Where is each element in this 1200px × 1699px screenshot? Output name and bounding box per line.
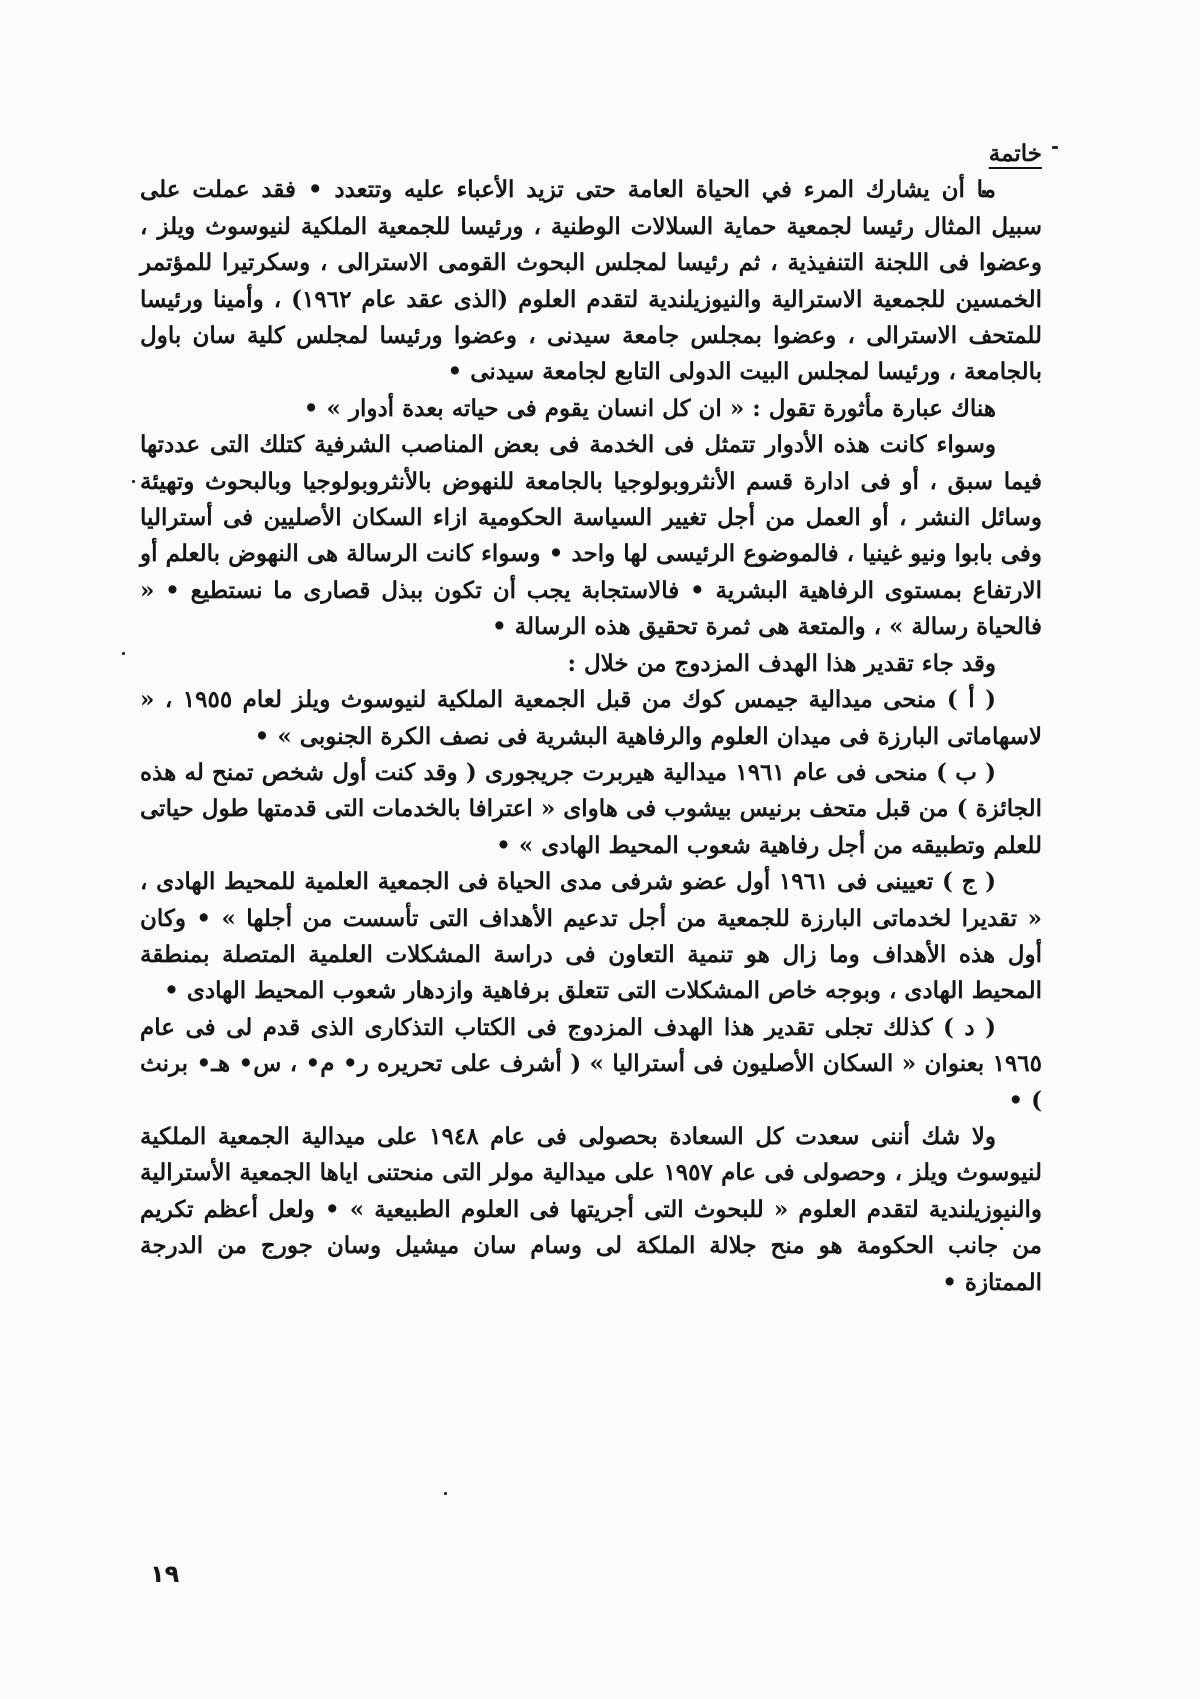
paragraph-recognition-intro: وقد جاء تقدير هذا الهدف المزدوج من خلال : [567, 649, 996, 677]
scan-speck [122, 652, 125, 655]
page-number: ١٩ [150, 1560, 180, 1588]
paragraph-roles-mission: وسواء كانت هذه الأدوار تتمثل فى الخدمة فى بعض المناصب الشرفية كتلك التى عددتها فيما سبق ، أو فى ادارة قسم الأنثروبولوجيا بالجامعة للنهوض بالأنثروبولوجيا وبالبحوث وتهيئة وسائل النشر ، أو العمل من أجل تغيير السياسة الحكومية ازاء السكان الأصليين فى أستراليا وفى بابوا ونيو غينيا ، فالموضوع الرئيسى لها واحد • وسواء كانت الرسالة هى النهوض بالعلم أو الارتفاع بمستوى الرفاهية البشرية • فالاستجابة يجب أن تكون ببذل قصارى ما نستطيع • « فالحياة رسالة » ، والمتعة هى ثمرة تحقيق هذه الرسالة • [140, 431, 1042, 641]
list-item-d: ( د ) كذلك تجلى تقدير هذا الهدف المزدوج فى الكتاب التذكارى الذى قدم لى فى عام ١٩٦٥ بعنوان « السكان الأصليون فى أستراليا » ( أشرف على تحريره ر• م• ، س• هـ• برنث ) • [140, 1013, 1042, 1114]
paragraph-quote: هناك عبارة مأثورة تقول : « ان كل انسان يقوم فى حياته بعدة أدوار » • [303, 394, 996, 422]
paragraph-public-roles: ما أن يشارك المرء في الحياة العامة حتى تزيد الأعباء عليه وتتعدد • فقد عملت على سبيل المثال رئيسا لجمعية حماية السلالات الوطنية ، ورئيسا للجمعية الملكية لنيوسوث ويلز ، وعضوا فى اللجنة التنفيذية ، ثم رئيسا لمجلس البحوث القومى الاسترالى ، وسكرتيرا للمؤتمر الخمسين للجمعية الاسترالية والنيوزيلندية لتقدم العلوم (الذى عقد عام ١٩٦٢) ، وأمينا ورئيسا للمتحف الاسترالى ، وعضوا بمجلس جامعة سيدنى ، وعضوا ورئيسا لمجلس كلية سان باول بالجامعة ، ورئيسا لمجلس البيت الدولى التابع لجامعة سيدنى • [140, 176, 1042, 386]
list-item-c: ( ج ) تعيينى فى ١٩٦١ أول عضو شرفى مدى الحياة فى الجمعية العلمية للمحيط الهادى ، « تقديرا لخدماتى البارزة للجمعية من أجل تدعيم الأهداف التى تأسست من أجلها » • وكان أول هذه الأهداف وما زال هو تنمية التعاون فى دراسة المشكلات العلمية المتصلة بمنطقة المحيط الهادى ، وبوجه خاص المشكلات التى تتعلق برفاهية وازدهار شعوب المحيط الهادى • [140, 868, 1042, 1005]
paragraph-honors: ولا شك أننى سعدت كل السعادة بحصولى فى عام ١٩٤٨ على ميدالية الجمعية الملكية لنيوسوث ويلز ، وحصولى فى عام ١٩٥٧ على ميدالية مولر التى منحتنى اياها الجمعية الأسترالية والنيوزيلندية لتقدم العلوم « للبحوث التى أجريتها فى العلوم الطبيعية » • ولعل أعظم تكريم من جانب الحكومة هو منح جلالة الملكة لى وسام سان ميشيل وسان جورج من الدرجة الممتازة • [140, 1122, 1042, 1296]
list-item-b: ( ب ) منحى فى عام ١٩٦١ ميدالية هيربرت جريجورى ( وقد كنت أول شخص تمنح له هذه الجائزة ) من قبل متحف برنيس بيشوب فى هاواى « اعترافا بالخدمات التى قدمتها طول حياتى للعلم وتطبيقه من أجل رفاهية شعوب المحيط الهادى » • [140, 758, 1042, 859]
list-item-a: ( أ ) منحى ميدالية جيمس كوك من قبل الجمعية الملكية لنيوسوث ويلز لعام ١٩٥٥ ، « لاسهاماتى البارزة فى ميدان العلوم والرفاهية البشرية فى نصف الكرة الجنوبى » • [140, 686, 1042, 750]
scan-speck [444, 1492, 447, 1495]
scan-speck [1052, 146, 1058, 149]
section-heading: خاتمة [988, 140, 1042, 167]
scan-speck [132, 480, 135, 483]
body-text [140, 136, 1042, 1301]
